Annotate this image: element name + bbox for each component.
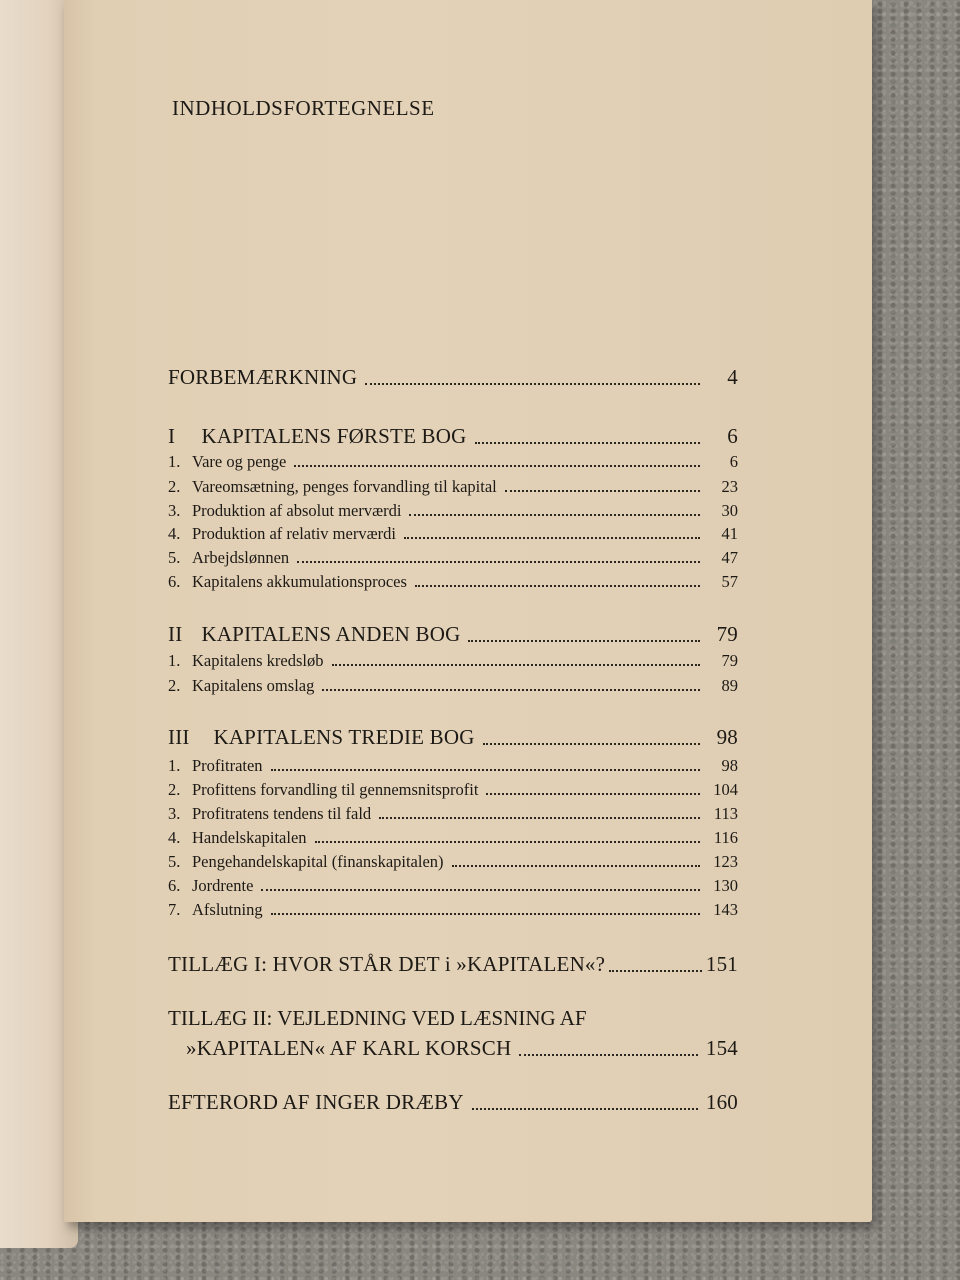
toc-page-number: 57 bbox=[721, 572, 738, 591]
toc-chapter bbox=[168, 452, 738, 472]
toc-heading: INDHOLDSFORTEGNELSE bbox=[172, 96, 435, 120]
chapter-number: 7. bbox=[168, 900, 181, 919]
toc-entry-label: »KAPITALEN« AF KARL KORSCH bbox=[186, 1036, 512, 1060]
toc-page-number: 151 bbox=[705, 952, 738, 976]
toc-chapter bbox=[168, 900, 738, 920]
toc-entry-label: EFTERORD AF INGER DRÆBY bbox=[168, 1090, 464, 1114]
chapter-number: 5. bbox=[168, 852, 181, 871]
toc-chapter bbox=[168, 780, 738, 800]
dot-leader bbox=[483, 743, 700, 745]
chapter-title: Kapitalens omslag bbox=[192, 676, 315, 695]
part-title: KAPITALENS TREDIE BOG bbox=[213, 725, 475, 749]
chapter-title: Jordrente bbox=[192, 876, 254, 895]
chapter-title: Profitratens tendens til fald bbox=[192, 804, 372, 823]
toc-entry-afterword bbox=[168, 1090, 738, 1115]
chapter-number: 2. bbox=[168, 477, 181, 496]
toc-chapter bbox=[168, 501, 738, 521]
toc-page-number: 89 bbox=[721, 676, 738, 695]
chapter-number: 4. bbox=[168, 828, 181, 847]
chapter-number: 5. bbox=[168, 548, 181, 567]
part-roman-numeral: I bbox=[168, 424, 176, 448]
chapter-number: 1. bbox=[168, 452, 181, 471]
toc-page-number: 6 bbox=[727, 424, 738, 448]
chapter-title: Handelskapitalen bbox=[192, 828, 307, 847]
dot-leader bbox=[475, 442, 701, 444]
chapter-number: 6. bbox=[168, 876, 181, 895]
dot-leader bbox=[409, 514, 700, 516]
toc-part-2 bbox=[168, 622, 738, 647]
chapter-title: Vareomsætning, penges forvandling til kapital bbox=[192, 477, 497, 496]
chapter-title: Afslutning bbox=[192, 900, 263, 919]
part-title: KAPITALENS ANDEN BOG bbox=[201, 622, 461, 646]
part-roman-numeral: II bbox=[168, 622, 183, 646]
dot-leader bbox=[415, 585, 700, 587]
dot-leader bbox=[322, 689, 700, 691]
toc-chapter bbox=[168, 477, 738, 497]
toc-part-3 bbox=[168, 725, 738, 750]
chapter-number: 3. bbox=[168, 501, 181, 520]
toc-page-number: 23 bbox=[721, 477, 738, 496]
toc-page-number: 160 bbox=[705, 1090, 738, 1114]
toc-page-number: 6 bbox=[729, 452, 738, 471]
chapter-number: 1. bbox=[168, 756, 181, 775]
chapter-number: 2. bbox=[168, 780, 181, 799]
toc-page-number: 116 bbox=[713, 828, 738, 847]
dot-leader bbox=[294, 465, 700, 467]
toc-chapter bbox=[168, 572, 738, 592]
toc-page-number: 104 bbox=[713, 780, 738, 799]
dot-leader bbox=[404, 537, 700, 539]
chapter-title: Vare og penge bbox=[192, 452, 287, 471]
toc-entry-label: FORBEMÆRKNING bbox=[168, 365, 358, 389]
toc-chapter bbox=[168, 876, 738, 896]
toc-entry-appendix-2-line1: TILLÆG II: VEJLEDNING VED LÆSNING AF bbox=[168, 1006, 587, 1030]
dot-leader bbox=[379, 817, 700, 819]
toc-page-number: 47 bbox=[721, 548, 738, 567]
toc-chapter bbox=[168, 804, 738, 824]
toc-entry-appendix-1 bbox=[168, 952, 738, 977]
dot-leader bbox=[452, 865, 700, 867]
dot-leader bbox=[519, 1054, 698, 1056]
toc-page-number: 123 bbox=[713, 852, 738, 871]
dot-leader bbox=[332, 664, 700, 666]
chapter-title: Profitraten bbox=[192, 756, 263, 775]
dot-leader bbox=[468, 640, 700, 642]
part-title: KAPITALENS FØRSTE BOG bbox=[201, 424, 467, 448]
dot-leader bbox=[609, 970, 702, 972]
toc-page-number: 79 bbox=[721, 651, 738, 670]
toc-page-number: 79 bbox=[716, 622, 738, 646]
chapter-number: 6. bbox=[168, 572, 181, 591]
chapter-title: Profittens forvandling til gennemsnitsprofit bbox=[192, 780, 479, 799]
dot-leader bbox=[271, 913, 700, 915]
dot-leader bbox=[297, 561, 700, 563]
toc-entry-forbemaerkning bbox=[168, 365, 738, 390]
chapter-title: Produktion af absolut merværdi bbox=[192, 501, 402, 520]
toc-chapter bbox=[168, 651, 738, 671]
dot-leader bbox=[505, 490, 700, 492]
toc-part-1 bbox=[168, 424, 738, 449]
toc-chapter bbox=[168, 524, 738, 544]
toc-page-number: 130 bbox=[713, 876, 738, 895]
toc-chapter bbox=[168, 756, 738, 776]
toc-page-number: 41 bbox=[721, 524, 738, 543]
toc-chapter bbox=[168, 828, 738, 848]
toc-entry-appendix-2 bbox=[186, 1036, 738, 1061]
toc-page-number: 143 bbox=[713, 900, 738, 919]
dot-leader bbox=[315, 841, 700, 843]
toc-page-number: 30 bbox=[721, 501, 738, 520]
toc-chapter bbox=[168, 852, 738, 872]
chapter-number: 1. bbox=[168, 651, 181, 670]
toc-page-number: 4 bbox=[727, 365, 738, 389]
chapter-number: 4. bbox=[168, 524, 181, 543]
chapter-title: Kapitalens akkumulationsproces bbox=[192, 572, 407, 591]
chapter-title: Produktion af relativ merværdi bbox=[192, 524, 396, 543]
toc-page-number: 113 bbox=[713, 804, 738, 823]
chapter-title: Kapitalens kredsløb bbox=[192, 651, 324, 670]
toc-page-number: 154 bbox=[705, 1036, 738, 1060]
dot-leader bbox=[365, 383, 700, 385]
dot-leader bbox=[261, 889, 700, 891]
chapter-title: Arbejdslønnen bbox=[192, 548, 290, 567]
dot-leader bbox=[486, 793, 700, 795]
toc-page-number: 98 bbox=[721, 756, 738, 775]
toc-chapter bbox=[168, 548, 738, 568]
dot-leader bbox=[271, 769, 700, 771]
toc-page-number: 98 bbox=[716, 725, 738, 749]
toc-chapter bbox=[168, 676, 738, 696]
chapter-number: 3. bbox=[168, 804, 181, 823]
part-roman-numeral: III bbox=[168, 725, 190, 749]
chapter-number: 2. bbox=[168, 676, 181, 695]
toc-entry-label: TILLÆG I: HVOR STÅR DET i »KAPITALEN«? bbox=[168, 952, 606, 976]
dot-leader bbox=[472, 1108, 698, 1110]
chapter-title: Pengehandelskapital (finanskapitalen) bbox=[192, 852, 444, 871]
